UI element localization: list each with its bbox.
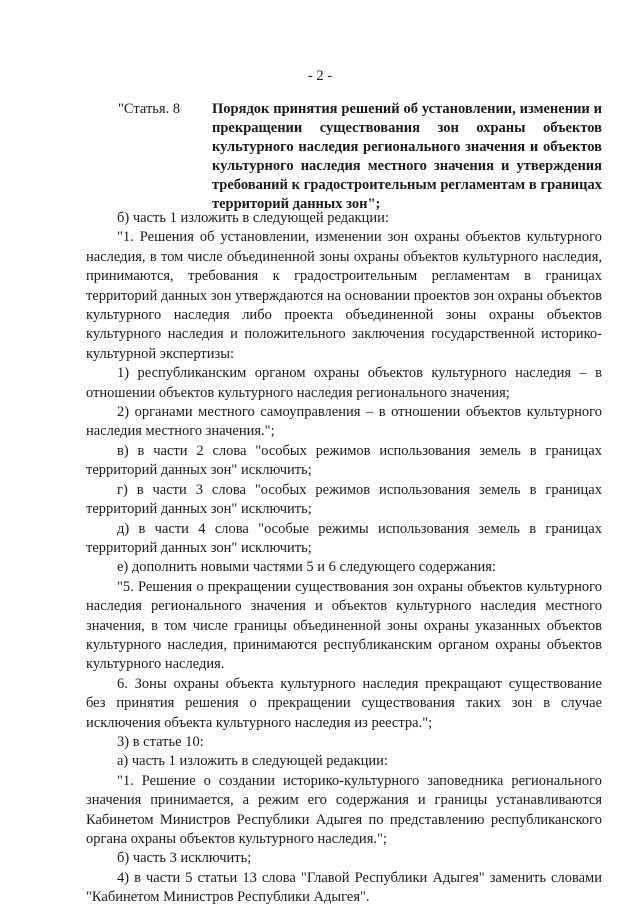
- paragraph: б) часть 1 изложить в следующей редакции:: [117, 210, 389, 226]
- paragraph: 4) в части 5 статьи 13 слова "Главой Республики Адыгея" заменить словами "Кабинетом Министров Республики Адыгея".: [86, 869, 602, 906]
- article-heading: [86, 100, 602, 214]
- paragraph: а) часть 1 изложить в следующей редакции:: [117, 753, 388, 770]
- paragraph: в) в части 2 слова "особых режимов использования земель в границах территорий данных зон" исключить;: [86, 442, 602, 479]
- paragraph: б) часть 3 исключить;: [117, 850, 252, 867]
- paragraph: "1. Решение о создании историко-культурного заповедника регионального значения принимается, а режим его содержания и границы устанавливаются Кабинетом Министров Республики Адыгея по представлению республиканского органа охраны объектов культурного наследия.";: [86, 772, 602, 847]
- paragraph: "5. Решения о прекращении существования зон охраны объектов культурного наследия регионального значения и объектов культурного наследия местного значения, в том числе границы объединенной зоны охраны указанных объектов культурного наследия, принимаются республиканским органом охраны объектов культурного наследия.: [86, 578, 602, 673]
- paragraph: 6. Зоны охраны объекта культурного наследия прекращают существование без принятия решения о прекращении существования таких зон в случае исключения объекта культурного наследия из реестра.";: [86, 675, 602, 731]
- page-number: - 2 -: [307, 68, 333, 84]
- article-number: "Статья. 8: [118, 101, 181, 117]
- paragraph: д) в части 4 слова "особые режимы использования земель в границах территорий данных зон" исключить;: [86, 520, 602, 556]
- document-body: [86, 209, 602, 908]
- paragraph: е) дополнить новыми частями 5 и 6 следующего содержания:: [117, 559, 496, 576]
- paragraph: "1. Решения об установлении, изменении зон охраны объектов культурного наследия, в том числе объединенной зоны охраны объектов культурного наследия, принимаются, требования к градостроительным регламентам в границах территорий данных зон утверждаются на основании проектов зон охраны объектов культурного наследия либо проекта объединенной зоны охраны объектов культурного наследия и положительного заключения государственной историко-культурной экспертизы:: [86, 229, 602, 362]
- paragraph: г) в части 3 слова "особых режимов использования земель в границах территорий данных зон" исключить;: [86, 481, 602, 518]
- paragraph: 2) органами местного самоуправления – в отношении объектов культурного наследия местного значения.";: [86, 404, 602, 440]
- paragraph: 3) в статье 10:: [117, 733, 204, 750]
- article-title: Порядок принятия решений об установлении, изменении и прекращении существования зон охраны объектов культурного наследия регионального значения и объектов культурного наследия местного значения и утверждения требований к градостроительным регламентам в границах территорий данных зон";: [212, 101, 602, 212]
- paragraph: 1) республиканским органом охраны объектов культурного наследия – в отношении объектов культурного наследия регионального значения;: [86, 365, 602, 401]
